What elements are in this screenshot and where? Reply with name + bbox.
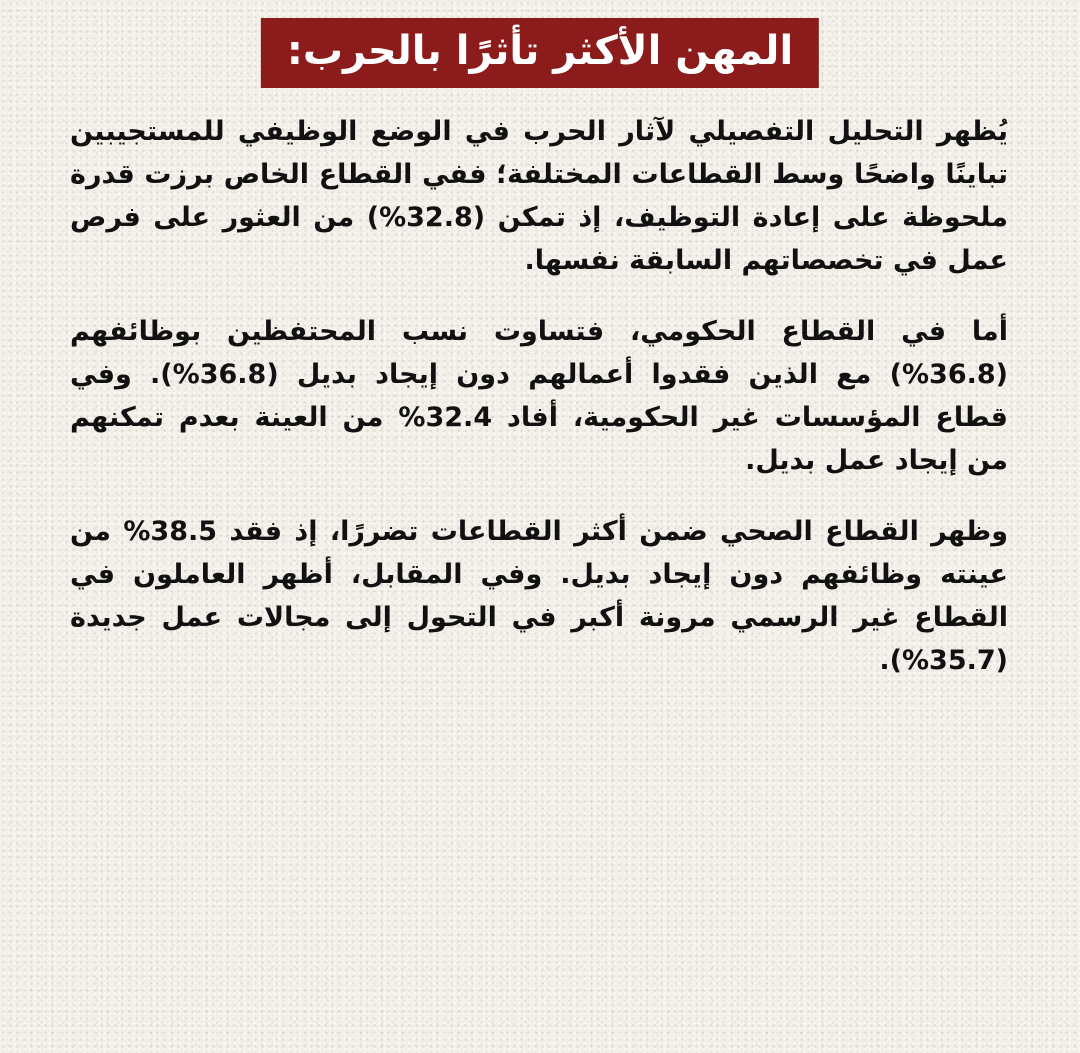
page-title: المهن الأكثر تأثرًا بالحرب: bbox=[286, 28, 794, 74]
paragraph-government-sector: أما في القطاع الحكومي، فتساوت نسب المحتفظين بوظائفهم (36.8%) مع الذين فقدوا أعمالهم دون إيجاد بديل (36.8%). وفي قطاع المؤسسات غير الحكومية، أفاد 32.4% من العينة بعدم تمكنهم من إيجاد عمل بديل. bbox=[70, 316, 1008, 476]
article-body bbox=[70, 110, 1008, 710]
title-banner bbox=[261, 18, 819, 88]
paragraph-health-sector: وظهر القطاع الصحي ضمن أكثر القطاعات تضررًا، إذ فقد 38.5% من عينته وظائفهم دون إيجاد بديل. وفي المقابل، أظهر العاملون في القطاع غير الرسمي مرونة أكبر في التحول إلى مجالات عمل جديدة (35.7%). bbox=[70, 516, 1008, 676]
paragraph-private-sector: يُظهر التحليل التفصيلي لآثار الحرب في الوضع الوظيفي للمستجيبين تباينًا واضحًا وسط القطاعات المختلفة؛ ففي القطاع الخاص برزت قدرة ملحوظة على إعادة التوظيف، إذ تمكن (32.8%) من العثور على فرص عمل في تخصصاتهم السابقة نفسها. bbox=[70, 116, 1008, 276]
